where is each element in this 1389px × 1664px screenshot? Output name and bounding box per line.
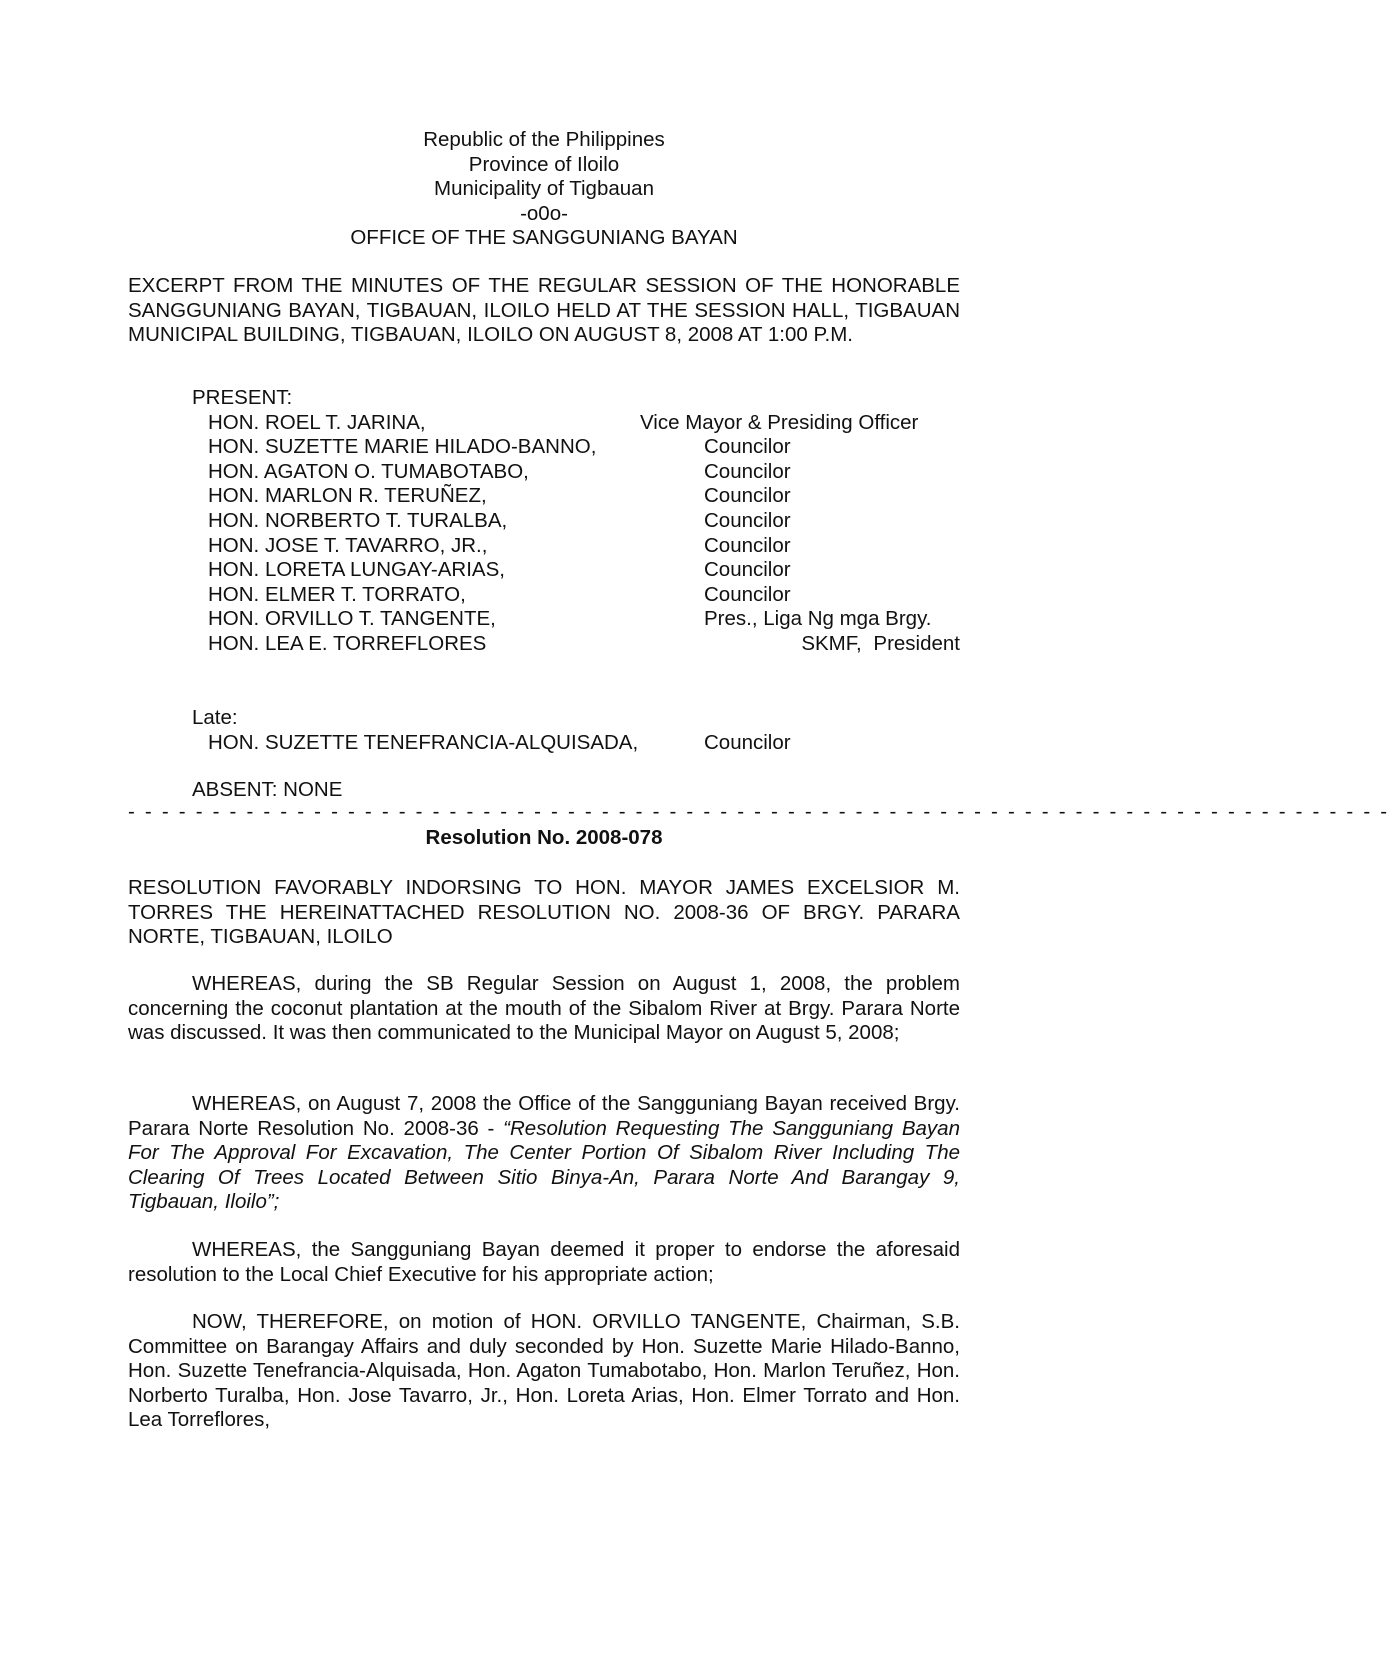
member-role: Councilor <box>704 582 791 606</box>
member-row <box>192 460 960 485</box>
member-role: Vice Mayor & Presiding Officer <box>640 410 919 434</box>
attendance-present <box>192 386 960 657</box>
header-office: OFFICE OF THE SANGGUNIANG BAYAN <box>350 226 738 249</box>
member-role: Councilor <box>704 533 791 557</box>
member-name: HON. ROEL T. JARINA, <box>208 410 426 434</box>
now-therefore-paragraph <box>128 1310 960 1433</box>
member-name: HON. NORBERTO T. TURALBA, <box>208 508 508 532</box>
whereas-text: WHEREAS, on August 7, 2008 the Office of the Sangguniang Bayan received Brgy. Parara Norte Resolution No. 2008-36 - <box>128 1092 960 1140</box>
header-province: Province of Iloilo <box>468 152 620 176</box>
member-row <box>192 484 960 509</box>
member-name: HON. SUZETTE MARIE HILADO-BANNO, <box>208 435 597 459</box>
excerpt-paragraph: EXCERPT FROM THE MINUTES OF THE REGULAR SESSION OF THE HONORABLE SANGGUNIANG BAYAN, TIGBAUAN, ILOILO HELD AT THE SESSION HALL, TIGBAUAN MUNICIPAL BUILDING, TIGBAUAN, ILOILO ON AUGUST 8, 2008 AT 1:00 P.M. <box>128 274 960 346</box>
late-label: Late: <box>192 706 238 729</box>
resolution-title: RESOLUTION FAVORABLY INDORSING TO HON. MAYOR JAMES EXCELSIOR M. TORRES THE HEREINATTACHED RESOLUTION NO. 2008-36 OF BRGY. PARARA NORTE, TIGBAUAN, ILOILO <box>128 876 960 948</box>
whereas-paragraph-2 <box>128 1092 960 1215</box>
member-name: HON. SUZETTE TENEFRANCIA-ALQUISADA, <box>208 730 639 754</box>
member-role: Councilor <box>704 508 791 532</box>
header-republic: Republic of the Philippines <box>423 128 665 151</box>
member-name: HON. JOSE T. TAVARRO, JR., <box>208 533 488 557</box>
header-divider: -o0o- <box>520 201 568 225</box>
member-row <box>192 731 960 756</box>
member-role: Pres., Liga Ng mga Brgy. <box>704 607 932 631</box>
resolution-number: Resolution No. 2008-078 <box>425 826 663 849</box>
member-role: Councilor <box>704 730 791 754</box>
separator-line: - - - - - - - - - - - - - - - - - - - - - - - - - - - - - - - - - - - - - - - - - - - - - - - - - - - - - - - - - - - - - - - - - - - - - - - - - - - <box>128 800 1389 823</box>
member-row <box>192 607 960 632</box>
whereas-text: WHEREAS, during the SB Regular Session on August 1, 2008, the problem concerning the coconut plantation at the mouth of the Sibalom River at Brgy. Parara Norte was discussed. It was then communicated to the Municipal Mayor on August 5, 2008; <box>128 972 960 1044</box>
member-row <box>192 583 960 608</box>
member-role: SKMF, President <box>801 631 960 655</box>
member-name: HON. MARLON R. TERUÑEZ, <box>208 484 487 508</box>
member-role: Councilor <box>704 435 791 459</box>
whereas-paragraph-1 <box>128 972 960 1046</box>
document-header <box>128 128 960 251</box>
member-role: Councilor <box>704 558 791 582</box>
member-row <box>192 509 960 534</box>
member-name: HON. LORETA LUNGAY-ARIAS, <box>208 558 505 582</box>
header-municipality: Municipality of Tigbauan <box>434 177 654 200</box>
whereas-paragraph-3 <box>128 1238 960 1287</box>
member-row <box>192 632 960 657</box>
member-row <box>192 534 960 559</box>
member-name: HON. ORVILLO T. TANGENTE, <box>208 607 496 631</box>
whereas-text: WHEREAS, the Sangguniang Bayan deemed it proper to endorse the aforesaid resolution to the Local Chief Executive for his appropriate action; <box>128 1238 960 1286</box>
member-role: Councilor <box>704 484 791 508</box>
present-label: PRESENT: <box>192 386 293 409</box>
attendance-absent: ABSENT: NONE <box>192 778 343 801</box>
attendance-late <box>192 706 960 755</box>
member-row <box>192 411 960 436</box>
quoted-resolution-title: “Resolution Requesting The Sangguniang Bayan For The Approval For Excavation, The Center Portion Of Sibalom River Including The Clearing Of Trees Located Between Sitio Binya-An, Parara Norte And Barangay 9, Tigbauan, Iloilo”; <box>128 1116 960 1213</box>
member-role: Councilor <box>704 459 791 483</box>
member-name: HON. AGATON O. TUMABOTABO, <box>208 459 529 483</box>
member-row <box>192 435 960 460</box>
member-name: HON. LEA E. TORREFLORES <box>208 631 487 655</box>
now-therefore-text: NOW, THEREFORE, on motion of HON. ORVILLO TANGENTE, Chairman, S.B. Committee on Barangay Affairs and duly seconded by Hon. Suzette Marie Hilado-Banno, Hon. Suzette Tenefrancia-Alquisada, Hon. Agaton Tumabotabo, Hon. Marlon Teruñez, Hon. Norberto Turalba, Hon. Jose Tavarro, Jr., Hon. Loreta Arias, Hon. Elmer Torrato and Hon. Lea Torreflores, <box>128 1310 960 1431</box>
member-name: HON. ELMER T. TORRATO, <box>208 582 466 606</box>
member-row <box>192 558 960 583</box>
